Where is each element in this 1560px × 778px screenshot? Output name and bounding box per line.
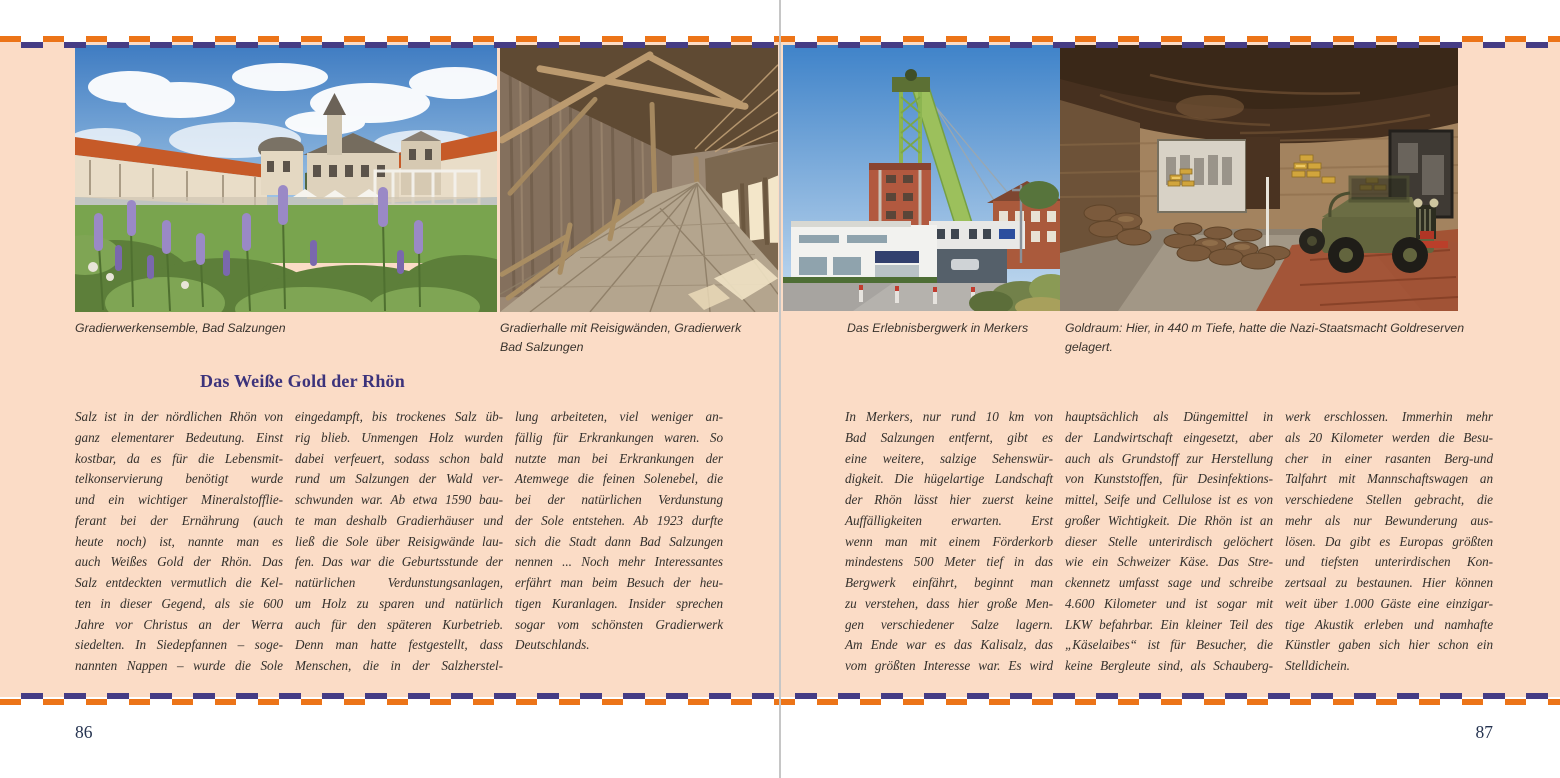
text-line: eingedampft, bis trockenes Salz üb- <box>295 409 503 424</box>
right-page-column-3 <box>1285 407 1493 677</box>
text-line: lösen. Da gibt es Europas größten <box>1285 533 1493 549</box>
text-line: auch als Grundstoff zur Herstellung <box>1065 450 1273 466</box>
text-line: Jahre vor Christus an der Werra <box>75 616 283 632</box>
text-line: Am Ende war es das Kalisalz, das <box>845 637 1053 653</box>
left-page-column-2 <box>295 407 503 677</box>
caption-gradierwerkensemble: Gradierwerkensemble, Bad Salzungen <box>75 321 286 335</box>
text-line: siedelten. In Siedepfannen – soge- <box>75 637 283 653</box>
text-line: gen verschiedener Salze lagern. <box>845 616 1053 632</box>
text-line: ließ die Sole über Reisigwände lau- <box>295 533 503 549</box>
text-line: natürlichen Verdunstungsanlagen, <box>295 575 503 591</box>
caption-gradierhalle: Gradierhalle mit Reisigwänden, Gradierwerk Bad Salzungen <box>500 321 742 355</box>
text-line: keine Bergleute sind, als Schauberg- <box>1065 658 1273 674</box>
text-line: Atemwege die feinen Solenebel, die <box>515 471 723 487</box>
left-page-column-1 <box>75 407 283 677</box>
text-line: ckennetz umfasst sage und schreibe <box>1065 575 1273 591</box>
text-line: ganz elementarer Bedeutung. Einst <box>75 429 283 445</box>
text-line: Salz entdeckten vermutlich die Kel- <box>75 575 283 591</box>
text-line: sogar vom schönsten Gradierwerk <box>515 616 723 632</box>
caption-goldraum: Goldraum: Hier, in 440 m Tiefe, hatte die Nazi-Staatsmacht Goldreserven gelagert. <box>1065 321 1465 355</box>
text-line: und tiefsten unterirdischen Kon- <box>1285 554 1493 570</box>
text-line: Bergwerk einfährt, beginnt man <box>845 575 1053 591</box>
text-line: Stelldichein. <box>1285 658 1350 674</box>
text-line: tige Akustik erleben und namhafte <box>1285 616 1493 632</box>
text-line: rig blieb. Unmengen Holz wurden <box>295 429 503 445</box>
text-line: nutzte man bei Erkrankungen der <box>515 450 723 466</box>
text-line: dabei verfeuert, sodass schon bald <box>295 450 503 466</box>
text-line: bei der natürlichen Verdunstung <box>515 492 723 508</box>
text-line: Auffälligkeiten erwarten. Erst <box>845 512 1053 528</box>
right-page-column-1 <box>845 407 1053 677</box>
text-line: tigen Kuranlagen. Insider sprechen <box>515 595 723 611</box>
text-line: telkonservierung benötigt wurde <box>75 471 283 487</box>
text-line: In Merkers, nur rund 10 km von <box>845 409 1053 424</box>
photo-goldraum-image <box>1060 45 1458 311</box>
text-line: weit über 1.000 Gäste eine einzigar- <box>1285 595 1493 611</box>
text-line: „Käselaibes“ ist für Besucher, die <box>1065 637 1273 653</box>
text-line: erfährt man beim Besuch der heu- <box>515 575 723 591</box>
photo-erlebnisbergwerk <box>783 45 1060 311</box>
text-line: fällig für Erkrankungen waren. So <box>515 429 723 445</box>
text-line: dieser Stelle unterirdisch gelöchert <box>1065 533 1273 549</box>
text-line: zertsaal zu bestaunen. Hier können <box>1285 575 1493 591</box>
text-line: Deutschlands. <box>515 637 590 653</box>
text-line: vom größten Interesse war. Es wird <box>845 658 1053 674</box>
text-line: mehr als nur Bewunderung aus- <box>1285 512 1493 528</box>
text-line: Salz ist in der nördlichen Rhön von <box>75 409 283 424</box>
text-line: Talfahrt mit Mannschaftswagen an <box>1285 471 1493 487</box>
photo-gradierhalle-image <box>500 45 778 312</box>
text-line: Menschen, die in der Salzherstel- <box>295 658 503 674</box>
text-line: mittel, Seife und Cellulose ist es von <box>1065 492 1273 508</box>
text-line: nannten Nappen – wurde die Sole <box>75 658 283 674</box>
left-page-column-3 <box>515 407 723 656</box>
text-line: verschiedene Stellen gebracht, die <box>1285 492 1493 508</box>
text-line: fen. Das war die Geburtsstunde der <box>295 554 503 570</box>
page-number-right: 87 <box>1475 722 1493 742</box>
text-line: te man deshalb Gradierhäuser und <box>295 512 503 528</box>
text-line: cher in einer rasanten Berg-und <box>1285 450 1493 466</box>
text-line: um Holz zu sparen und natürlich <box>295 595 503 611</box>
text-line: von Kunststoffen, für Desinfektions- <box>1065 471 1273 487</box>
text-line: digkeit. Die hügelartige Landschaft <box>845 471 1053 487</box>
text-line: der Rhön lässt hier zuerst keine <box>845 492 1053 508</box>
article-heading: Das Weiße Gold der Rhön <box>200 371 405 391</box>
photo-gradierwerkensemble-image <box>75 45 497 312</box>
text-line: Denn man hatte festgestellt, dass <box>295 637 503 653</box>
text-line: auch für den späteren Kurbetrieb. <box>295 616 503 632</box>
caption-erlebnisbergwerk: Das Erlebnisbergwerk in Merkers <box>847 321 1029 335</box>
right-page-column-2 <box>1065 407 1273 677</box>
text-line: lung arbeiteten, viel weniger an- <box>515 409 723 424</box>
text-line: und ein wichtiger Mineralstofflie- <box>75 492 283 508</box>
photo-gradierhalle <box>500 45 778 312</box>
text-line: schwunden war. Ab etwa 1590 bau- <box>295 492 503 508</box>
text-line: hauptsächlich als Düngemittel in <box>1065 409 1273 424</box>
text-line: Bad Salzungen entfernt, gibt es <box>845 429 1053 445</box>
photo-goldraum <box>1060 45 1458 311</box>
photo-gradierwerkensemble <box>75 45 497 312</box>
text-line: ten in dieser Gegend, als sie 600 <box>75 595 283 611</box>
page-number-left: 86 <box>75 722 93 742</box>
text-line: nennen ... Noch mehr Interessantes <box>515 554 723 570</box>
text-line: heute noch) ist, nannte man es <box>75 533 283 549</box>
text-line: großer Wichtigkeit. Die Rhön ist an <box>1065 512 1273 528</box>
text-line: mindestens 500 Meter tief in das <box>845 554 1053 570</box>
text-line: zu verstehen, dass hier große Men- <box>845 595 1053 611</box>
text-line: auch Weißes Gold der Rhön. Das <box>75 554 283 570</box>
text-line: wie ein Schweizer Käse. Das Stre- <box>1065 554 1273 570</box>
text-line: der Sole entstehen. Ab 1923 durfte <box>515 512 723 528</box>
text-line: als 20 Kilometer werden die Besu- <box>1285 429 1493 445</box>
text-line: rund um Salzungen der Wald ver- <box>295 471 503 487</box>
text-line: wenn man mit einem Förderkorb <box>845 533 1053 549</box>
book-gutter-line <box>779 0 781 778</box>
text-line: der Landwirtschaft eingesetzt, aber <box>1065 429 1273 445</box>
text-line: kostbar, da es für die Lebensmit- <box>75 450 283 466</box>
text-line: sich die Stadt dann Bad Salzungen <box>515 533 723 549</box>
text-line: LKW befahrbar. Ein kleiner Teil des <box>1065 616 1273 632</box>
text-line: Künstler gaben sich hier schon ein <box>1285 637 1493 653</box>
photo-erlebnisbergwerk-image <box>783 45 1060 311</box>
text-line: ferant bei der Ernährung (auch <box>75 512 283 528</box>
text-line: eine weitere, salzige Sehenswür- <box>845 450 1053 466</box>
text-line: werk erschlossen. Immerhin mehr <box>1285 409 1493 424</box>
text-line: 4.600 Kilometer und ist sogar mit <box>1065 595 1273 611</box>
